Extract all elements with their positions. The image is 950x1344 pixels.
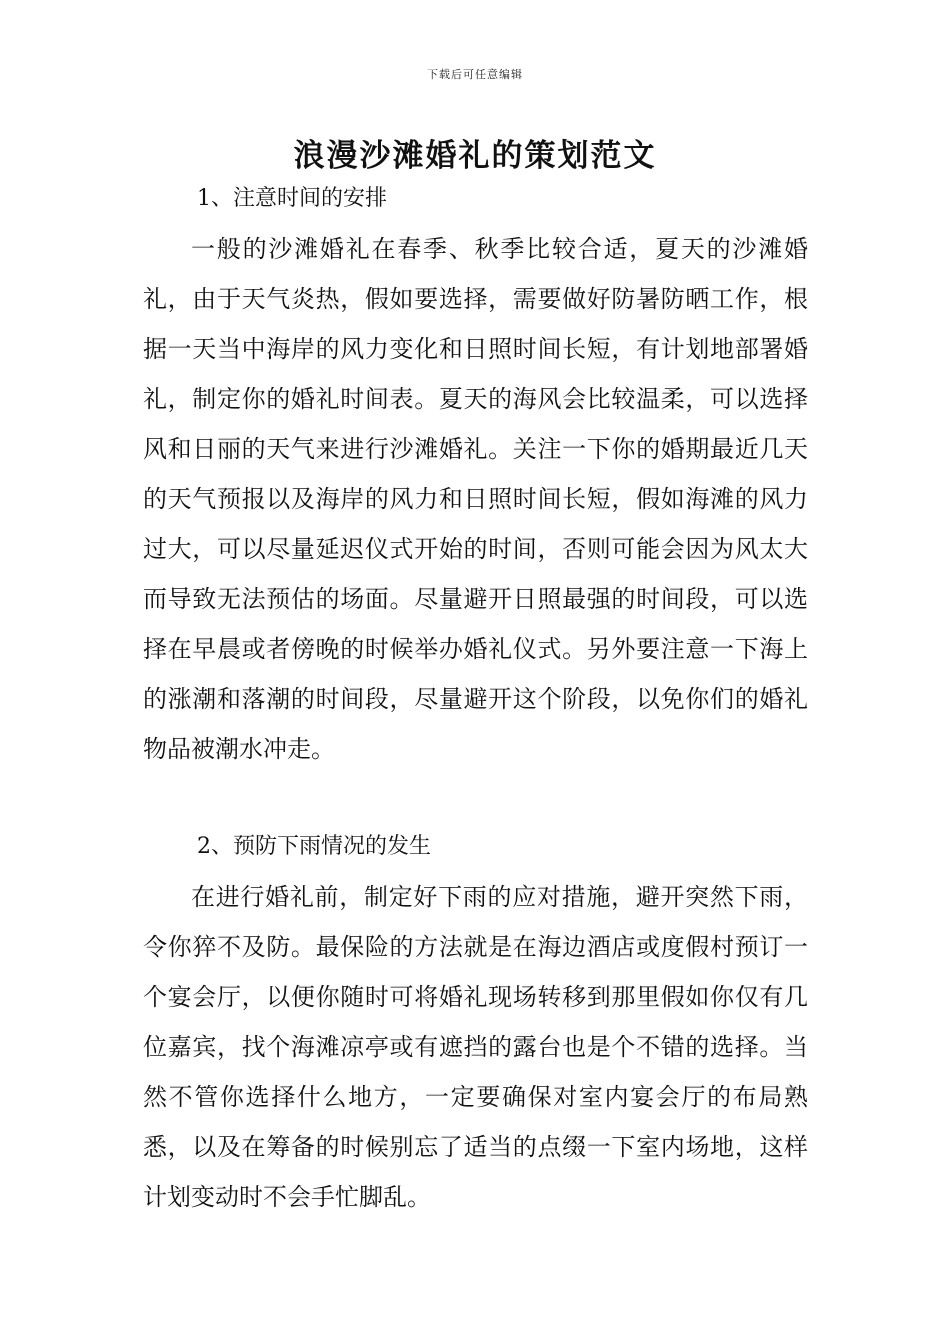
section-heading-1: 1、注意时间的安排	[197, 186, 387, 211]
section-heading-2: 2、预防下雨情况的发生	[197, 834, 431, 859]
section-body-2: 在进行婚礼前，制定好下雨的应对措施，避开突然下雨，令你猝不及防。最保险的方法就是在海边酒店或度假村预订一个宴会厅，以便你随时可将婚礼现场转移到那里假如你仅有几位嘉宾，找个海滩凉亭或有遮挡的露台也是个不错的选择。当然不管你选择什么地方，一定要确保对室内宴会厅的布局熟悉，以及在筹备的时候别忘了适当的点缀一下室内场地，这样计划变动时不会手忙脚乱。	[143, 883, 808, 1211]
section-body-1: 一般的沙滩婚礼在春季、秋季比较合适，夏天的沙滩婚礼，由于天气炎热，假如要选择，需要做好防暑防晒工作，根据一天当中海岸的风力变化和日照时间长短，有计划地部署婚礼，制定你的婚礼时间表。夏天的海风会比较温柔，可以选择风和日丽的天气来进行沙滩婚礼。关注一下你的婚期最近几天的天气预报以及海岸的风力和日照时间长短，假如海滩的风力过大，可以尽量延迟仪式开始的时间，否则可能会因为风太大而导致无法预估的场面。尽量避开日照最强的时间段，可以选择在早晨或者傍晚的时候举办婚礼仪式。另外要注意一下海上的涨潮和落潮的时间段，尽量避开这个阶段，以免你们的婚礼物品被潮水冲走。	[143, 235, 808, 763]
document-title: 浪漫沙滩婚礼的策划范文	[293, 138, 657, 174]
header-note: 下载后可任意编辑	[427, 68, 523, 81]
